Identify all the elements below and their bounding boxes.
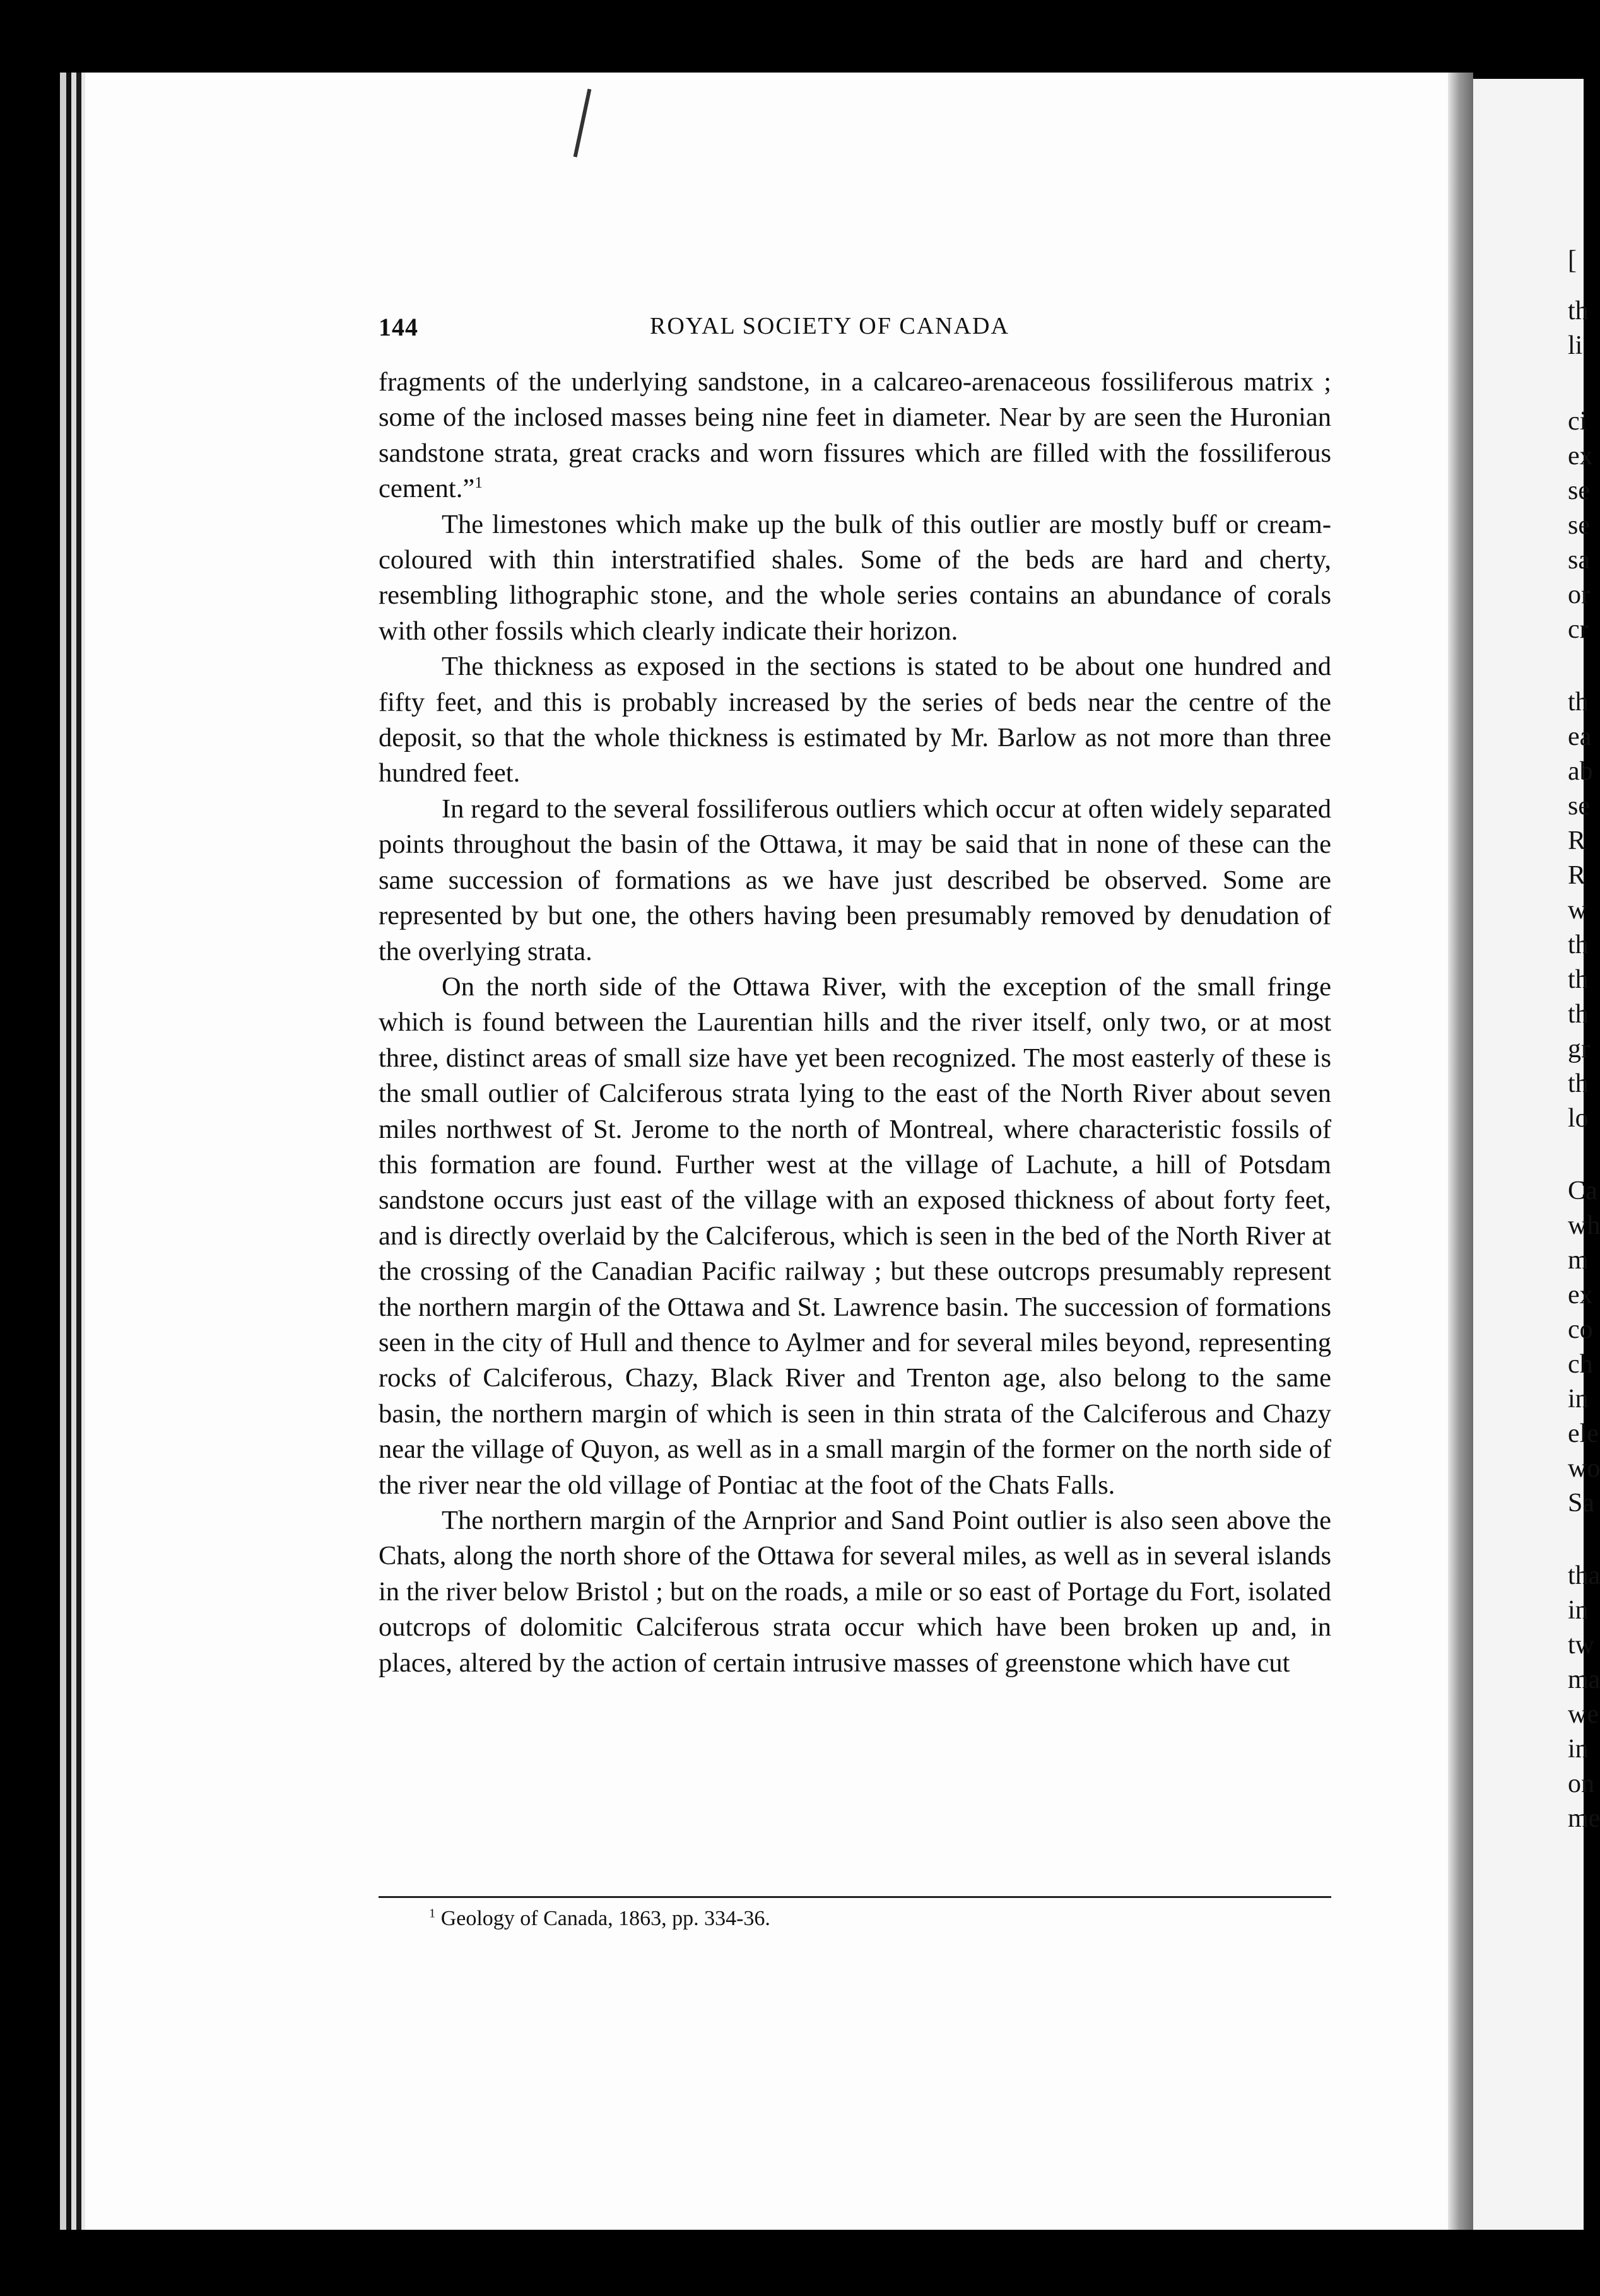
paragraph: On the north side of the Ottawa River, with the exception of the small fringe which is found between the Laurentian hills and the river itself, only two, or at most three, distinct areas of small size have yet been recognized. The most easterly of these is the small outlier of Calciferous strata lying to the east of the North River about seven miles northwest of St. Jerome to the north of Montreal, where characteristic fossils of this formation are found. Further west at the village of Lachute, a hill of Potsdam sandstone occurs just east of the village with an exposed thickness of about forty feet, and is directly overlaid by the Calciferous, which is seen in the bed of the North River at the crossing of the Canadian Pacific railway ; but these outcrops presumably represent the northern margin of the Ottawa and St. Lawrence basin. The succession of formations seen in the city of Hull and thence to Aylmer and for several miles beyond, representing rocks of Calciferous, Chazy, Black River and Trenton age, also belong to the same basin, the northern margin of which is seen in thin strata of the Calciferous and Chazy near the village of Quyon, as well as in a small margin of the former on the north side of the river near the old village of Pontiac at the foot of the Chats Falls. bbox=[379, 971, 1331, 1500]
facing-page-fragment: lo bbox=[1568, 1104, 1589, 1133]
facing-page-fragment: li bbox=[1568, 331, 1583, 360]
facing-page-fragment: ma bbox=[1568, 1665, 1600, 1694]
facing-page-fragment: on bbox=[1568, 1769, 1594, 1798]
facing-page-fragment: me bbox=[1568, 1804, 1600, 1833]
facing-page-fragment: wh bbox=[1568, 1211, 1600, 1240]
facing-page-fragment: th bbox=[1568, 1069, 1589, 1098]
facing-page-fragment: Sa bbox=[1568, 1489, 1594, 1518]
paragraph: In regard to the several fossiliferous outliers which occur at often widely separated points throughout the basin of the Ottawa, it may be said that in none of these can the same succession of formations as we have just described be observed. Some are represented by but one, the others having been presumably removed by denudation of the overlying strata. bbox=[379, 794, 1331, 966]
facing-page-edge bbox=[1473, 79, 1600, 2230]
facing-page-fragment: tw bbox=[1568, 1631, 1594, 1660]
facing-page-fragment: m bbox=[1568, 1246, 1589, 1275]
facing-page-fragment: ea bbox=[1568, 722, 1592, 751]
facing-page-fragment: th bbox=[1568, 1000, 1589, 1029]
footnote-text: Geology of Canada, 1863, pp. 334-36. bbox=[440, 1907, 770, 1930]
facing-page-fragment: se bbox=[1568, 476, 1590, 505]
page-number: 144 bbox=[379, 313, 418, 341]
facing-page-fragment: tha bbox=[1568, 1561, 1600, 1590]
footnote bbox=[429, 1905, 770, 1933]
facing-page-fragment: ci bbox=[1568, 407, 1587, 436]
footnote-rule bbox=[379, 1896, 1331, 1898]
paragraph: The limestones which make up the bulk of this outlier are mostly buff or cream-coloured with thin interstratified shales. Some of the beds are hard and cherty, resembling lithographic stone, and the whole series contains an abundance of corals with other fossils which clearly indicate their horizon. bbox=[379, 509, 1331, 646]
body-text bbox=[379, 365, 1331, 1681]
facing-page-fragment: in bbox=[1568, 1596, 1589, 1625]
facing-page-fragment: co bbox=[1568, 1315, 1593, 1344]
facing-page-fragment: R bbox=[1568, 826, 1586, 855]
facing-page-fragment: in bbox=[1568, 1385, 1589, 1414]
facing-page-fragment: ab bbox=[1568, 757, 1593, 786]
facing-page-fragment: gr bbox=[1568, 1034, 1590, 1063]
facing-page-fragment: ex bbox=[1568, 1280, 1593, 1309]
running-head: ROYAL SOCIETY OF CANADA bbox=[650, 313, 1009, 339]
paragraph: The thickness as exposed in the sections is stated to be about one hundred and fifty feet, and this is probably increased by the series of beds near the centre of the deposit, so that the whole thickness is estimated by Mr. Barlow as not more than three hundred feet. bbox=[379, 652, 1331, 788]
facing-page-fragment: ele bbox=[1568, 1419, 1599, 1448]
facing-page-fragment: cr bbox=[1568, 615, 1589, 644]
facing-page-fragment: th bbox=[1568, 296, 1589, 325]
facing-page-fragment: ex bbox=[1568, 442, 1593, 471]
paragraph: The northern margin of the Arnprior and Sand Point outlier is also seen above the Chats, along the north shore of the Ottawa for several miles, as well as in several islands in the river below Bristol ; but on the roads, a mile or so east of Portage du Fort, isolated outcrops of dolomitic Calciferous strata occur which have been broken up and, in places, altered by the action of certain intrusive masses of greenstone which have cut bbox=[379, 1506, 1331, 1678]
facing-page-fragment: in bbox=[1568, 1735, 1589, 1764]
facing-page-fragment: Ca bbox=[1568, 1176, 1597, 1205]
facing-page-fragment: sa bbox=[1568, 546, 1590, 575]
facing-page-fragment: R bbox=[1568, 861, 1586, 890]
facing-page-fragment: se bbox=[1568, 792, 1590, 821]
facing-page-fragment: th bbox=[1568, 688, 1589, 717]
facing-page-fragment: th bbox=[1568, 930, 1589, 959]
facing-page-fragment: or bbox=[1568, 580, 1590, 609]
facing-page-fragment: ch bbox=[1568, 1350, 1593, 1379]
page-header bbox=[379, 312, 1331, 350]
paragraph: fragments of the underlying sandstone, in a calcareo-arenaceous fossiliferous matrix ; some of the inclosed masses being nine feet in diameter. Near by are seen the Huronian sandstone strata, great cracks and worn fissures which are filled with the fossiliferous cement.”$^1$ bbox=[379, 367, 1331, 504]
footnote-marker: 1 bbox=[429, 1906, 436, 1921]
facing-page-fragment: th bbox=[1568, 965, 1589, 994]
page-gutter bbox=[1448, 73, 1473, 2230]
footnote-reference[interactable]: 1 bbox=[474, 473, 483, 492]
facing-page-fragment: we bbox=[1568, 1700, 1599, 1729]
facing-page-fragment: w bbox=[1568, 896, 1587, 925]
facing-page-fragment: wo bbox=[1568, 1454, 1600, 1483]
facing-page-fragment: [ bbox=[1568, 246, 1577, 275]
facing-page-fragment: se bbox=[1568, 511, 1590, 540]
